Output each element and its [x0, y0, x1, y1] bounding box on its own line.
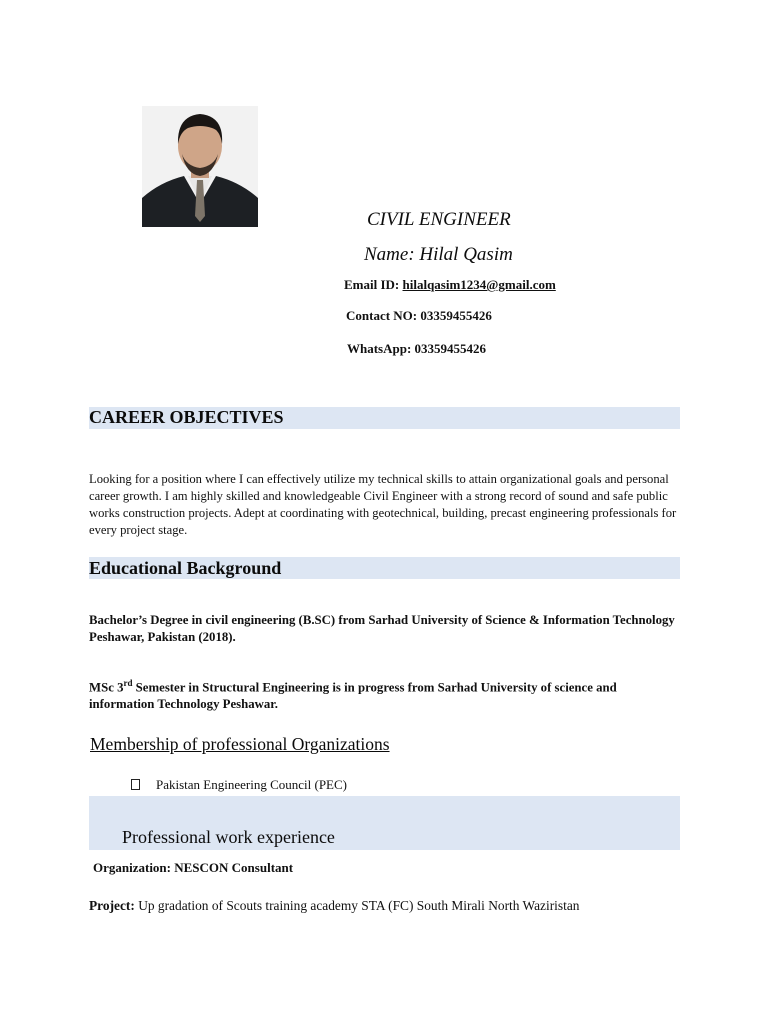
membership-list-item	[131, 777, 347, 793]
job-title: CIVIL ENGINEER	[367, 209, 511, 230]
profile-photo	[142, 106, 258, 227]
name-value: Hilal Qasim	[419, 244, 513, 265]
career-heading: CAREER OBJECTIVES	[89, 407, 284, 427]
education-heading: Educational Background	[89, 558, 282, 578]
whatsapp-value: 03359455426	[414, 341, 487, 356]
experience-heading: Professional work experience	[122, 827, 335, 847]
email-link[interactable]: hilalqasim1234@gmail.com	[402, 277, 556, 292]
degree-msc-sup: rd	[123, 678, 133, 688]
name-label: Name:	[364, 244, 415, 265]
email-line	[344, 277, 556, 293]
contact-label: Contact NO:	[346, 308, 418, 323]
degree-msc	[89, 675, 679, 713]
organization-line: Organization: NESCON Consultant	[93, 860, 294, 875]
project-value: Up gradation of Scouts training academy STA (FC) South Mirali North Waziristan	[134, 898, 580, 913]
degree-msc-prefix: MSc 3	[89, 680, 124, 695]
person-silhouette-icon	[142, 106, 258, 227]
career-text: Looking for a position where I can effectively utilize my technical skills to attain organizational goals and personal career growth. I am highly skilled and knowledgeable Civil Engineer with a strong record of sound and safe public works construction projects. Adept at coordinating with geotechnical, building, precast engineering professionals for every project stage.	[89, 472, 677, 537]
membership-item-label: Pakistan Engineering Council (PEC)	[156, 777, 348, 792]
project-label: Project:	[89, 898, 135, 913]
contact-line	[346, 308, 492, 324]
contact-value: 03359455426	[420, 308, 492, 323]
bullet-icon	[131, 779, 140, 790]
email-label: Email ID:	[344, 277, 400, 292]
membership-heading: Membership of professional Organizations	[90, 734, 390, 754]
candidate-name	[364, 244, 513, 266]
degree-bsc: Bachelor’s Degree in civil engineering (B.SC) from Sarhad University of Science & Information Technology Peshawar, Pakistan (2018).	[89, 613, 675, 644]
project-line	[89, 898, 579, 914]
degree-msc-rest: Semester in Structural Engineering is in progress from Sarhad University of science and information Technology Peshawar.	[89, 680, 617, 712]
whatsapp-label: WhatsApp:	[347, 341, 412, 356]
whatsapp-line	[347, 341, 486, 357]
